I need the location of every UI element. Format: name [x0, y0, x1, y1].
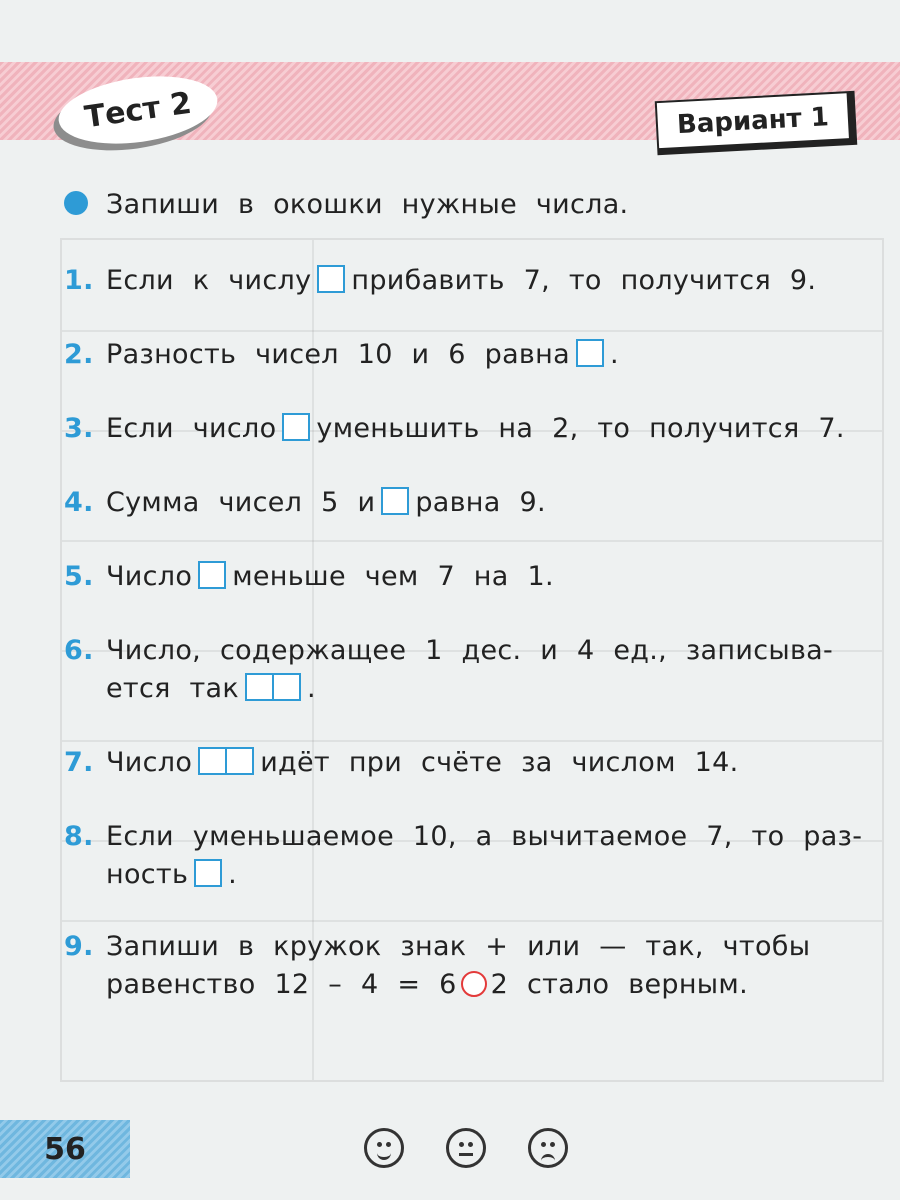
answer-box[interactable] — [576, 339, 604, 367]
page-number-badge — [0, 1120, 130, 1178]
task-number: 8. — [64, 821, 94, 852]
task-text-after: прибавить 7, то получится 9. — [351, 265, 817, 296]
task-text-before: Число — [106, 747, 193, 778]
task-text-after: 2 стало верным. — [490, 969, 748, 1000]
instruction-line — [64, 186, 864, 224]
task-text-before: ность — [106, 859, 189, 890]
task-3 — [64, 410, 864, 448]
answer-box[interactable] — [381, 487, 409, 515]
task-8 — [64, 818, 864, 894]
bullet-dot-icon — [64, 191, 88, 215]
task-number: 3. — [64, 413, 94, 444]
task-text-after: идёт при счёте за числом 14. — [260, 747, 739, 778]
answer-double-box[interactable] — [198, 747, 254, 775]
variant-box — [655, 91, 858, 155]
task-text-before: Если к числу — [106, 265, 312, 296]
sad-face-icon[interactable] — [528, 1128, 568, 1168]
task-1 — [64, 262, 864, 300]
task-number: 4. — [64, 487, 94, 518]
task-text-after: . — [609, 339, 619, 370]
task-text-before: Если число — [106, 413, 277, 444]
answer-box[interactable] — [317, 265, 345, 293]
task-text-after: . — [228, 859, 238, 890]
task-9 — [64, 928, 864, 1004]
test-label: Тест 2 — [82, 85, 194, 135]
answer-box[interactable] — [194, 859, 222, 887]
task-text-after: . — [307, 673, 316, 704]
neutral-face-icon[interactable] — [446, 1128, 486, 1168]
task-2 — [64, 336, 864, 374]
task-text-line1: Запиши в кружок знак + или — так, чтобы — [106, 931, 811, 962]
task-text-before: Сумма чисел 5 и — [106, 487, 376, 518]
task-text-before: равенство 12 – 4 = 6 — [106, 969, 457, 1000]
answer-circle[interactable] — [461, 971, 487, 997]
smile-face-icon[interactable] — [364, 1128, 404, 1168]
answer-box[interactable] — [198, 561, 226, 589]
task-text-before: Разность чисел 10 и 6 равна — [106, 339, 570, 370]
task-number: 5. — [64, 561, 94, 592]
task-5 — [64, 558, 864, 596]
task-7 — [64, 744, 864, 782]
task-6 — [64, 632, 864, 708]
instruction-text: Запиши в окошки нужные числа. — [106, 189, 629, 220]
task-number: 1. — [64, 265, 94, 296]
task-number: 7. — [64, 747, 94, 778]
task-text-before: ется так — [106, 673, 239, 704]
task-number: 2. — [64, 339, 94, 370]
task-text-line1: Если уменьшаемое 10, а вычитаемое 7, то раз- — [106, 821, 863, 852]
task-text-after: меньше чем 7 на 1. — [232, 561, 554, 592]
task-text-after: равна 9. — [415, 487, 546, 518]
task-number: 9. — [64, 931, 94, 962]
variant-label: Вариант 1 — [676, 101, 830, 140]
task-text-before: Число — [106, 561, 193, 592]
answer-box[interactable] — [282, 413, 310, 441]
task-number: 6. — [64, 635, 94, 666]
task-text-after: уменьшить на 2, то получится 7. — [316, 413, 845, 444]
task-4 — [64, 484, 864, 522]
task-text-line1: Число, содержащее 1 дес. и 4 ед., записыва- — [106, 635, 834, 666]
page-number: 56 — [44, 1131, 86, 1167]
answer-double-box[interactable] — [245, 673, 301, 701]
